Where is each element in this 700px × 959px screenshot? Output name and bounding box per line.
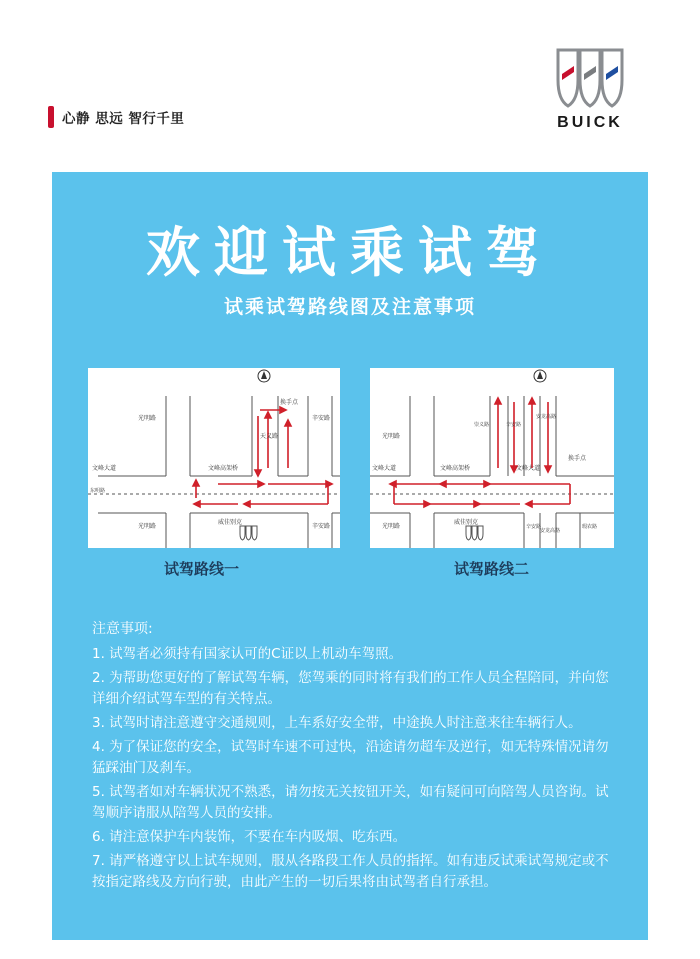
map1-label-tianyi: 天义路 [260, 433, 279, 440]
note-item: 3. 试驾时请注意遵守交通规则，上车系好安全带，中途换人时注意来往车辆行人。 [92, 715, 582, 731]
map1-label-xinan-bottom: 辛安路 [312, 523, 331, 530]
note-item: 6. 请注意保护车内装饰，不要在车内吸烟、吃东西。 [92, 829, 407, 845]
map2-north-compass-icon [534, 370, 546, 382]
map2-label-anlong-top: 安龙高路 [536, 414, 557, 420]
buick-logo [534, 44, 646, 136]
poster-panel [52, 172, 648, 940]
map1-label-wenfeng-viaduct: 文峰高架桥 [208, 465, 239, 472]
note-item: 2. 为帮助您更好的了解试驾车辆，您驾乘的同时将有我们的工作人员全程陪同，并向您详细介绍试驾车型的有关特点。 [92, 670, 609, 707]
map2-label-weijia: 威佳别克 [454, 519, 479, 526]
map1-label-weijia: 威佳别克 [218, 519, 243, 526]
poster-title: 欢迎试乘试驾 [146, 221, 554, 284]
map2-label-guangming-bottom: 光明路 [382, 523, 401, 530]
map1-label-small-road: 东明路 [90, 488, 106, 494]
map2-label-wenfeng-viaduct: 文峰高架桥 [440, 465, 471, 472]
map1-label-wenfeng-avenue: 文峰大道 [92, 465, 117, 472]
map2-label-chongyi: 崇义路 [474, 422, 490, 428]
route-map-1 [88, 368, 340, 548]
map2-dealer-emblem-icon [466, 526, 483, 540]
map2-label-swap-point: 换手点 [568, 455, 587, 462]
note-item: 1. 试驾者必须持有国家认可的C证以上机动车驾照。 [92, 646, 403, 662]
map2-label-guangming-top: 光明路 [382, 433, 401, 440]
note-item: 4. 为了保证您的安全，试驾时车速不可过快，沿途请勿超车及逆行，如无特殊情况请勿猛踩油门及刹车。 [92, 739, 609, 776]
map2-label-wenfeng-avenue-2: 文峰大道 [516, 465, 541, 472]
map2-label-xianong: 瑕农路 [582, 524, 598, 530]
slogan-red-bar [48, 106, 54, 128]
route-caption-2: 试驾路线二 [454, 560, 530, 578]
tri-shield-emblem-icon [534, 44, 646, 112]
slogan [48, 106, 184, 128]
map1-north-compass-icon [258, 370, 270, 382]
notes-list [92, 644, 620, 896]
poster-subtitle: 试乘试驾路线图及注意事项 [223, 296, 476, 318]
route-map-2 [370, 368, 614, 548]
notes-title: 注意事项: [92, 621, 153, 637]
note-item: 5. 试驾者如对车辆状况不熟悉，请勿按无关按钮开关，如有疑问可向陪驾人员咨询。试驾顺序请服从陪驾人员的安排。 [92, 784, 609, 821]
map1-label-guangming-top: 光明路 [138, 415, 157, 422]
route-caption-1: 试驾路线一 [164, 560, 240, 578]
map2-label-xinan-bottom: 辛安路 [526, 524, 542, 530]
map1-label-xinan-top: 辛安路 [312, 415, 331, 422]
map1-label-guangming-bottom: 光明路 [138, 523, 157, 530]
map2-label-anlong-bottom: 安龙高路 [540, 528, 561, 534]
brand-wordmark: BUICK [557, 114, 623, 131]
map2-label-xinan-top: 辛安路 [506, 422, 522, 428]
map2-label-wenfeng-avenue: 文峰大道 [372, 465, 397, 472]
slogan-text: 心静 思远 智行千里 [62, 111, 185, 127]
map1-label-swap-point: 换手点 [280, 399, 299, 406]
note-item: 7. 请严格遵守以上试车规则，服从各路段工作人员的指挥。如有违反试乘试驾规定或不按指定路线及方向行驶，由此产生的一切后果将由试驾者自行承担。 [92, 853, 609, 890]
map1-dealer-emblem-icon [240, 526, 257, 540]
